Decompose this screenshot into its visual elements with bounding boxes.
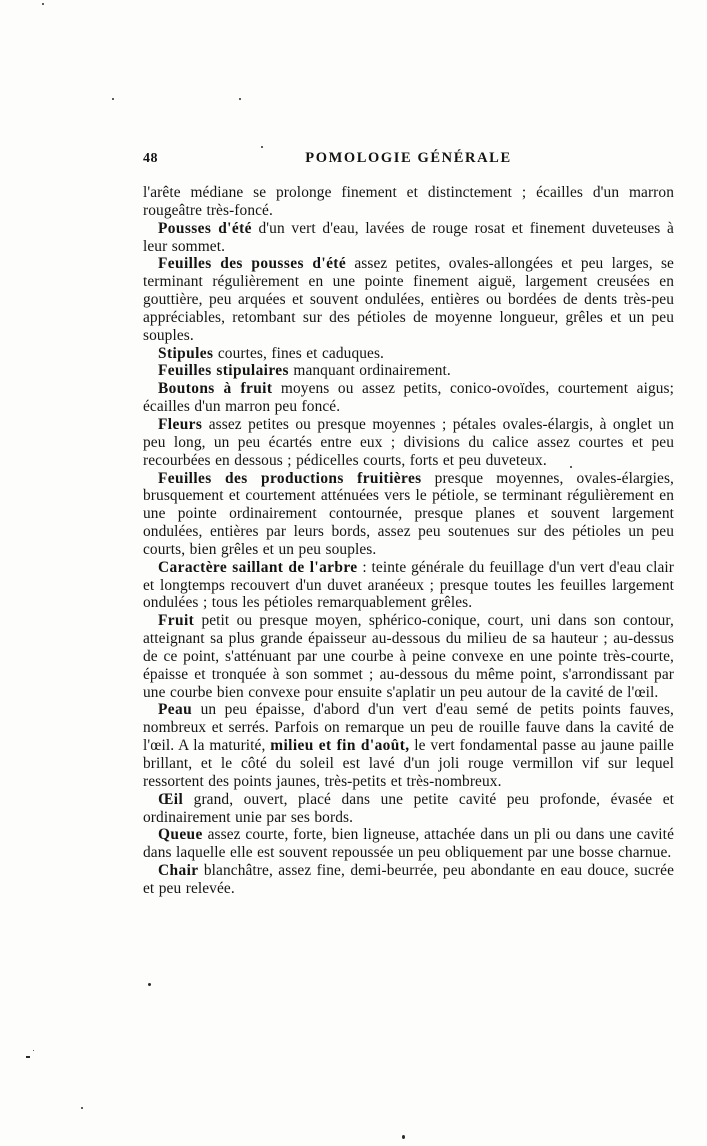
page-body [143, 184, 674, 898]
paragraph [143, 559, 674, 613]
paragraph-lead: Boutons à fruit [158, 380, 273, 398]
paragraph-text: petit ou presque moyen, sphérico-conique, court, uni dans son contour, atteignant sa plus grande épaisseur au-dessous du milieu de sa hauteur ; au-dessus de ce point, s'atténuant par une courbe à peine convexe en une pointe très-courte, épaisse et tronquée à son sommet ; au-dessous du même point, s'arrondissant par une courbe bien convexe pour ensuite s'aplatir un peu autour de la cavité de l'œil. [143, 612, 674, 701]
paragraph-text: un peu épaisse, d'abord d'un vert d'eau semé de petits points fauves, nombreux et serrés. Parfois on remarque un peu de rouille fauve dans la cavité de l'œil. A la maturité, [143, 701, 674, 755]
paragraph [143, 470, 674, 559]
paragraph [143, 380, 674, 416]
paragraph-text: grand, ouvert, placé dans une petite cavité peu profonde, évasée et ordinairement unie par ses bords. [143, 790, 674, 826]
paragraph-bold-phrase: milieu et fin d'août, [270, 737, 410, 755]
paragraph [143, 345, 674, 363]
paragraph-text: blanchâtre, assez fine, demi-beurrée, peu abondante en eau douce, sucrée et peu relevée. [143, 862, 674, 897]
paragraph-text: l'arête médiane se prolonge finement et distinctement ; écailles d'un marron rougeâtre très-foncé. [143, 184, 674, 219]
paragraph [143, 612, 674, 701]
paragraph-text: presque moyennes, ovales-élargies, brusquement et courtement atténuées vers le pétiole, se terminant régulièrement en une pointe ordinairement contournée, presque planes et souvent largement ondulées, entières par leurs bords, assez peu soutenues sur des pétioles un peu courts, bien grêles et un peu souples. [143, 469, 675, 558]
page-number: 48 [143, 151, 158, 166]
scan-speck [42, 3, 44, 5]
paragraph [143, 362, 674, 380]
paragraph-text: le vert fondamental passe au jaune paille brillant, et le côté du soleil est lavé d'un joli rouge vermillon vif sur lequel ressortent des points jaunes, très-petits et très-nombreux. [143, 737, 674, 790]
paragraph-text: assez courte, forte, bien ligneuse, attachée dans un pli ou dans une cavité dans laquelle elle est souvent repoussée un peu obliquement par une bosse charnue. [143, 826, 674, 862]
paragraph [143, 791, 674, 827]
paragraph-text: d'un vert d'eau, lavées de rouge rosat et finement duveteuses à leur sommet. [143, 219, 674, 255]
paragraph-text: moyens ou assez petits, conico-ovoïdes, courtement aigus; écailles d'un marron peu foncé. [143, 380, 675, 416]
paragraph-lead: Feuilles des pousses d'été [158, 255, 347, 273]
paragraph-text: courtes, fines et caduques. [213, 344, 385, 362]
scan-speck [33, 1050, 34, 1051]
paragraph-lead: Pousses d'été [158, 219, 252, 237]
paragraph [143, 701, 674, 790]
paragraph-lead: Fleurs [158, 415, 203, 433]
scan-speck [570, 466, 572, 468]
paragraph-text: assez petites, ovales-allongées et peu larges, se terminant régulièrement en une pointe finement aiguë, largement creusées en gouttière, peu arquées et souvent ondulées, entières ou bordées de dents très-peu appréciables, retombant sur des pétioles de moyenne longueur, grêles et un peu souples. [143, 255, 674, 344]
paragraph-lead: Stipules [158, 344, 214, 362]
paragraph-lead: Feuilles des productions fruitières [158, 469, 422, 487]
paragraph [143, 184, 674, 220]
scan-speck [81, 1107, 83, 1109]
scan-speck [239, 98, 241, 100]
scan-speck [112, 98, 114, 100]
running-title: POMOLOGIE GÉNÉRALE [305, 150, 512, 166]
paragraph [143, 416, 674, 470]
paragraph [143, 255, 674, 344]
paragraph-lead: Peau [158, 701, 193, 719]
running-head [143, 150, 674, 170]
paragraph-lead: Chair [158, 862, 199, 880]
paragraph-text: : teinte générale du feuillage d'un vert d'eau clair et longtemps recouvert d'un duvet aranéeux ; presque toutes les feuilles largement ondulées ; tous les pétioles remarquablement grêles. [143, 558, 674, 612]
paragraph-lead: Fruit [158, 612, 195, 630]
paragraph-lead: Feuilles stipulaires [158, 362, 289, 380]
paragraph-lead: Œil [158, 790, 184, 808]
scan-speck [261, 146, 263, 148]
scan-speck [402, 1135, 405, 1139]
scan-speck [148, 983, 151, 986]
paragraph-lead: Queue [158, 826, 203, 844]
paragraph [143, 826, 674, 862]
paragraph [143, 220, 674, 256]
paragraph-text: assez petites ou presque moyennes ; pétales ovales-élargis, à onglet un peu long, un peu écartés entre eux ; divisions du calice assez courtes et peu recourbées en dessous ; pédicelles courts, forts et peu duveteux. [143, 415, 674, 469]
paragraph-text: manquant ordinairement. [288, 362, 451, 380]
paragraph [143, 862, 674, 898]
paragraph-lead: Caractère saillant de l'arbre [158, 558, 358, 576]
scan-speck [26, 1056, 30, 1058]
